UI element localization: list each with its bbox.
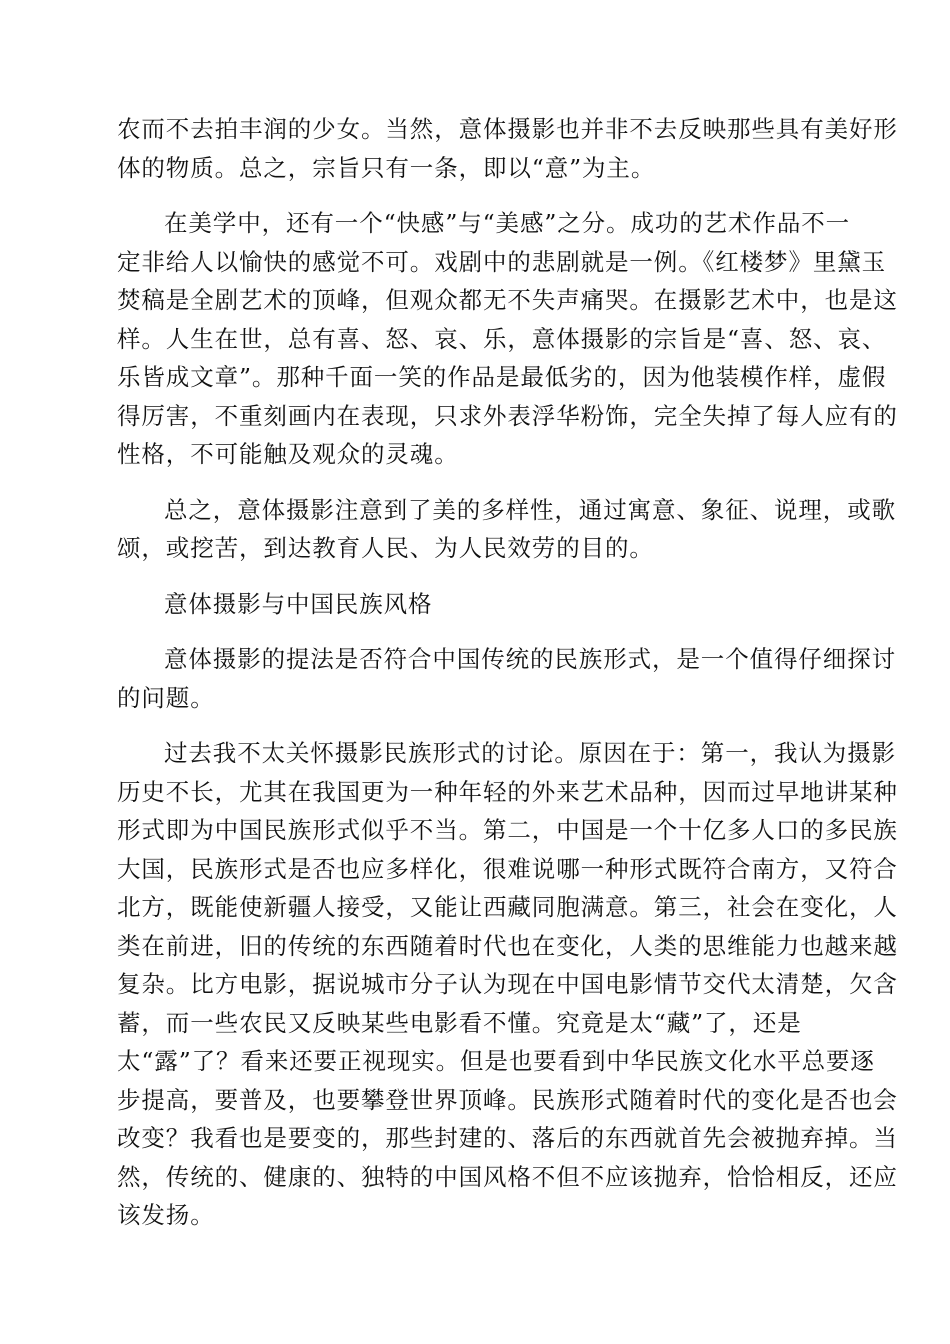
paragraph-continuation xyxy=(117,110,898,187)
section-heading-text: 意体摄影与中国民族风格 xyxy=(164,589,433,618)
text-line: 北方，既能使新疆人接受，又能让西藏同胞满意。第三，社会在变化，人 xyxy=(117,893,898,921)
text-line: 农而不去拍丰润的少女。当然，意体摄影也并非不去反映那些具有美好形 xyxy=(117,115,898,143)
text-line: 意体摄影的提法是否符合中国传统的民族形式，是一个值得仔细探讨 xyxy=(164,645,896,673)
text-line: 性格，不可能触及观众的灵魂。 xyxy=(117,440,459,468)
text-line: 得厉害，不重刻画内在表现，只求外表浮华粉饰，完全失掉了每人应有的 xyxy=(117,401,898,430)
text-line: 总之，意体摄影注意到了美的多样性，通过寓意、象征、说理，或歌 xyxy=(164,495,896,524)
text-line: 步提高，要普及，也要攀登世界顶峰。民族形式随着时代的变化是否也会 xyxy=(117,1085,898,1114)
text-line: 焚稿是全剧艺术的顶峰，但观众都无不失声痛哭。在摄影艺术中，也是这 xyxy=(117,286,898,314)
paragraph-summary xyxy=(117,491,896,568)
text-line: 形式即为中国民族形式似乎不当。第二，中国是一个十亿多人口的多民族 xyxy=(117,816,898,844)
text-line: 改变？我看也是要变的，那些封建的、落后的东西就首先会被抛弃掉。当 xyxy=(117,1124,898,1152)
paragraph-aesthetics xyxy=(117,204,898,474)
text-line: 的问题。 xyxy=(117,683,215,712)
text-line: 该发扬。 xyxy=(117,1201,215,1229)
text-line: 历史不长，尤其在我国更为一种年轻的外来艺术品种，因而过早地讲某种 xyxy=(117,777,898,806)
text-line: 定非给人以愉快的感觉不可。戏剧中的悲剧就是一例。《红楼梦》里黛玉 xyxy=(117,247,887,276)
paragraph-national-form xyxy=(117,734,898,1235)
paragraph-question xyxy=(117,640,896,717)
text-line: 太“露”了？看来还要正视现实。但是也要看到中华民族文化水平总要逐 xyxy=(117,1047,875,1075)
text-line: 过去我不太关怀摄影民族形式的讨论。原因在于：第一，我认为摄影 xyxy=(164,739,896,767)
text-line: 大国，民族形式是否也应多样化，很难说哪一种形式既符合南方，又符合 xyxy=(117,854,898,883)
text-line: 蓄，而一些农民又反映某些电影看不懂。究竟是太“藏”了，还是 xyxy=(117,1008,802,1037)
text-line: 颂，或挖苦，到达教育人民、为人民效劳的目的。 xyxy=(117,534,654,562)
document-body xyxy=(117,110,898,1235)
text-line: 在美学中，还有一个“快感”与“美感”之分。成功的艺术作品不一 xyxy=(164,209,851,237)
text-line: 类在前进，旧的传统的东西随着时代也在变化，人类的思维能力也越来越 xyxy=(117,931,898,960)
text-line: 复杂。比方电影，据说城市分子认为现在中国电影情节交代太清楚，欠含 xyxy=(117,970,898,998)
section-heading xyxy=(117,585,833,624)
text-line: 然，传统的、健康的、独特的中国风格不但不应该抛弃，恰恰相反，还应 xyxy=(117,1162,898,1191)
text-line: 样。人生在世，总有喜、怒、哀、乐，意体摄影的宗旨是“喜、怒、哀、 xyxy=(117,324,887,353)
text-line: 体的物质。总之，宗旨只有一条，即以“意”为主。 xyxy=(117,153,656,182)
text-line: 乐皆成文章”。那种千面一笑的作品是最低劣的，因为他装模作样，虚假 xyxy=(117,363,887,391)
